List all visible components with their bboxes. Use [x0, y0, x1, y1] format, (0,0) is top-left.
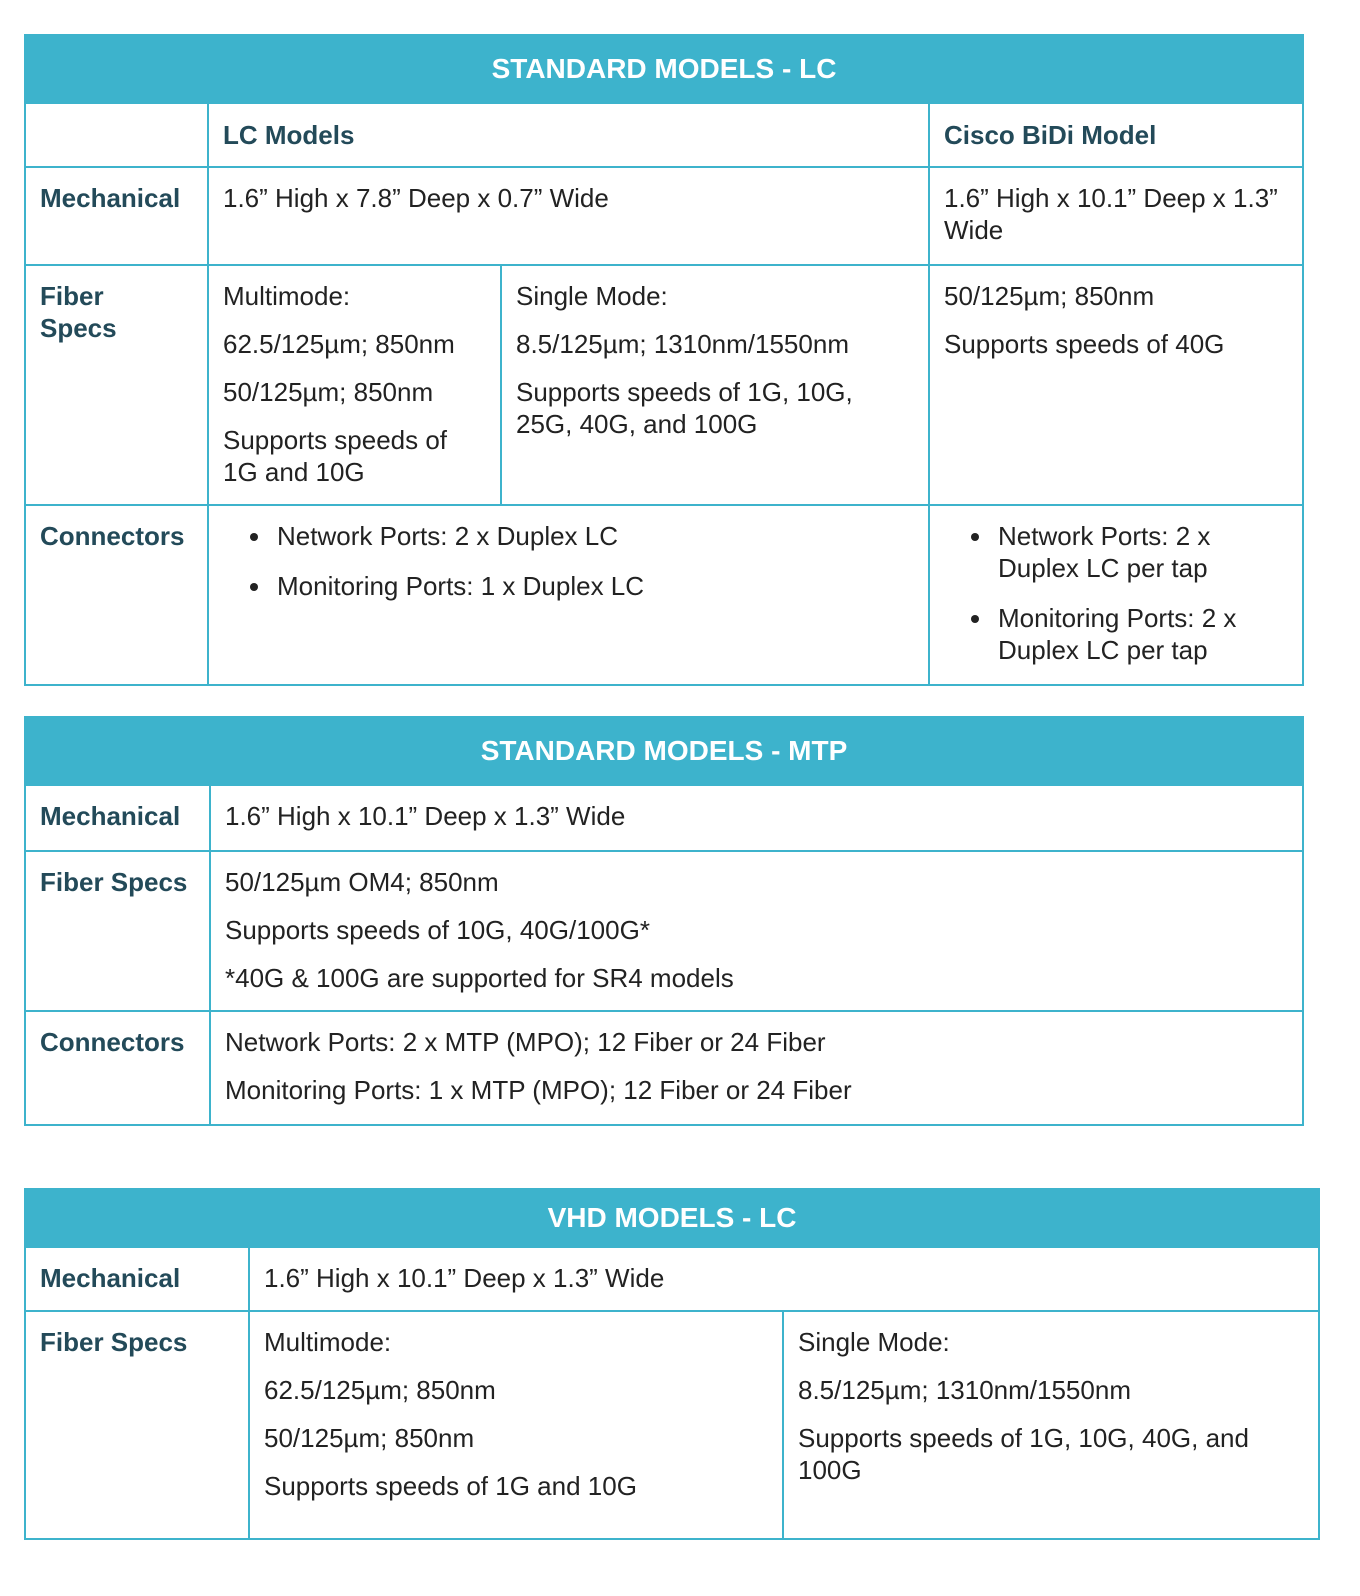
multimode-spec-1: 62.5/125µm; 850nm: [264, 1375, 496, 1405]
fiber-specs-label: Fiber Specs: [25, 265, 208, 505]
bidi-mechanical-value: 1.6” High x 10.1” Deep x 1.3” Wide: [929, 167, 1303, 265]
vhd-singlemode-cell: [783, 1311, 1319, 1539]
mtp-monitoring-ports: Monitoring Ports: 1 x MTP (MPO); 12 Fiber or 24 Fiber: [225, 1075, 852, 1105]
standard-lc-table: [24, 34, 1304, 686]
mechanical-label: Mechanical: [25, 1247, 249, 1311]
bidi-fiber-cell: [929, 265, 1303, 505]
singlemode-speeds: Supports speeds of 1G, 10G, 25G, 40G, and 100G: [516, 377, 853, 439]
multimode-spec-2: 50/125µm; 850nm: [223, 377, 434, 407]
cisco-bidi-header: Cisco BiDi Model: [929, 103, 1303, 167]
singlemode-speeds: Supports speeds of 1G, 10G, 40G, and 100G: [798, 1423, 1249, 1485]
standard-mtp-title: STANDARD MODELS - MTP: [25, 717, 1303, 785]
lc-multimode-cell: [208, 265, 501, 505]
standard-lc-title: STANDARD MODELS - LC: [25, 35, 1303, 103]
mtp-fiber-cell: [210, 851, 1303, 1011]
lc-connectors-cell: [208, 505, 929, 685]
singlemode-heading: Single Mode:: [798, 1327, 950, 1357]
connectors-label: Connectors: [25, 1011, 210, 1125]
bidi-fiber-spec: 50/125µm; 850nm: [944, 281, 1155, 311]
singlemode-spec: 8.5/125µm; 1310nm/1550nm: [516, 329, 849, 359]
vhd-multimode-cell: [249, 1311, 783, 1539]
lc-models-header: LC Models: [208, 103, 929, 167]
multimode-heading: Multimode:: [264, 1327, 392, 1357]
bidi-connectors-cell: [929, 505, 1303, 685]
connectors-label: Connectors: [25, 505, 208, 685]
multimode-spec-2: 50/125µm; 850nm: [264, 1423, 475, 1453]
singlemode-heading: Single Mode:: [516, 281, 668, 311]
vhd-mechanical-value: 1.6” High x 10.1” Deep x 1.3” Wide: [249, 1247, 1319, 1311]
list-item: • Network Ports: 2 x Duplex LC per tap: [994, 520, 1288, 584]
bidi-connectors-list: [944, 520, 1288, 666]
standard-mtp-table: [24, 716, 1304, 1126]
mtp-network-ports: Network Ports: 2 x MTP (MPO); 12 Fiber or 24 Fiber: [225, 1027, 826, 1057]
mechanical-label: Mechanical: [25, 785, 210, 851]
lc-singlemode-cell: [501, 265, 929, 505]
mtp-connectors-cell: [210, 1011, 1303, 1125]
list-item: • Monitoring Ports: 2 x Duplex LC per tap: [994, 602, 1288, 666]
mtp-fiber-footnote: *40G & 100G are supported for SR4 models: [225, 963, 734, 993]
multimode-heading: Multimode:: [223, 281, 351, 311]
mtp-fiber-spec: 50/125µm OM4; 850nm: [225, 867, 499, 897]
vhd-lc-title: VHD MODELS - LC: [25, 1189, 1319, 1247]
fiber-specs-label: Fiber Specs: [25, 1311, 249, 1539]
mtp-mechanical-value: 1.6” High x 10.1” Deep x 1.3” Wide: [210, 785, 1303, 851]
multimode-speeds: Supports speeds of 1G and 10G: [264, 1471, 637, 1501]
mechanical-label: Mechanical: [25, 167, 208, 265]
fiber-specs-label: Fiber Specs: [25, 851, 210, 1011]
multimode-speeds: Supports speeds of 1G and 10G: [223, 425, 448, 487]
singlemode-spec: 8.5/125µm; 1310nm/1550nm: [798, 1375, 1131, 1405]
list-item: • Network Ports: 2 x Duplex LC: [273, 520, 914, 552]
list-item: • Monitoring Ports: 1 x Duplex LC: [273, 570, 914, 602]
bidi-fiber-speeds: Supports speeds of 40G: [944, 329, 1225, 359]
mtp-fiber-speeds: Supports speeds of 10G, 40G/100G*: [225, 915, 650, 945]
multimode-spec-1: 62.5/125µm; 850nm: [223, 329, 455, 359]
empty-header-cell: [25, 103, 208, 167]
lc-connectors-list: [223, 520, 914, 602]
vhd-lc-table: [24, 1188, 1320, 1540]
lc-mechanical-value: 1.6” High x 7.8” Deep x 0.7” Wide: [208, 167, 929, 265]
